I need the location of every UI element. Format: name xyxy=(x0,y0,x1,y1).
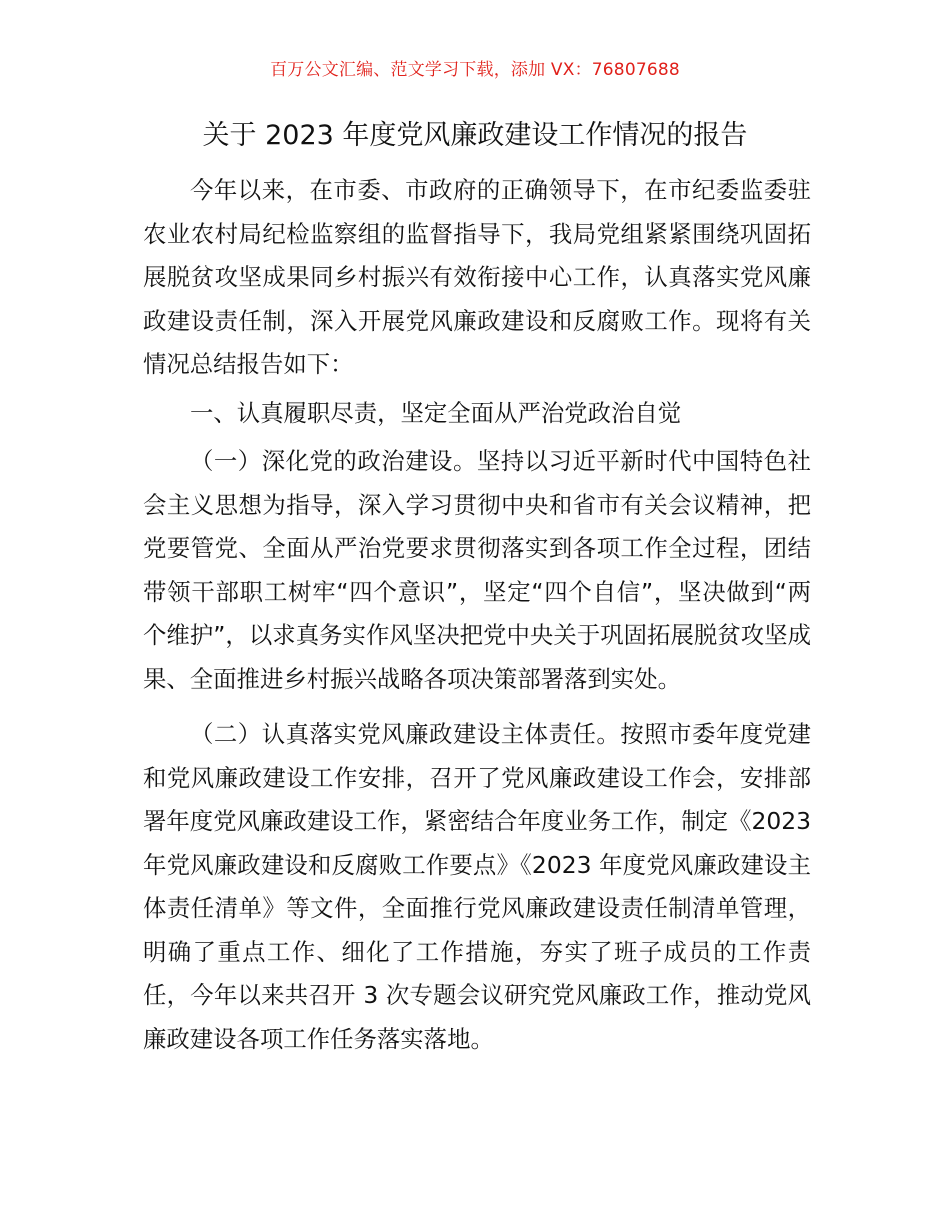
subsection-paragraph-1: （一）深化党的政治建设。坚持以习近平新时代中国特色社会主义思想为指导，深入学习贯彻中央和省市有关会议精神，把党要管党、全面从严治党要求贯彻落实到各项工作全过程，团结带领干部职工树牢“四个意识”，坚定“四个自信”，坚决做到“两个维护”，以求真务实作风坚决把党中央关于巩固拓展脱贫攻坚成果、全面推进乡村振兴战略各项决策部署落到实处。 xyxy=(143,447,811,693)
section-heading-1: 一、认真履职尽责，坚定全面从严治党政治自觉 xyxy=(190,398,682,427)
document-title: 关于 2023 年度党风廉政建设工作情况的报告 xyxy=(202,120,748,151)
subsection-paragraph-2: （二）认真落实党风廉政建设主体责任。按照市委年度党建和党风廉政建设工作安排，召开了党风廉政建设工作会，安排部署年度党风廉政建设工作，紧密结合年度业务工作，制定《2023 年党风廉政建设和反腐败工作要点》《2023 年度党风廉政建设主体责任清单》等文件，全面推行党风廉政建设责任制清单管理，明确了重点工作、细化了工作措施，夯实了班子成员的工作责任，今年以来共召开 3 次专题会议研究党风廉政工作，推动党风廉政建设各项工作任务落实落地。 xyxy=(143,720,811,1053)
intro-paragraph: 今年以来，在市委、市政府的正确领导下，在市纪委监委驻农业农村局纪检监察组的监督指导下，我局党组紧紧围绕巩固拓展脱贫攻坚成果同乡村振兴有效衔接中心工作，认真落实党风廉政建设责任制，深入开展党风廉政建设和反腐败工作。现将有关情况总结报告如下： xyxy=(143,176,811,378)
document-body xyxy=(143,169,811,1061)
watermark-banner: 百万公文汇编、范文学习下载，添加 VX：76807688 xyxy=(270,60,680,80)
